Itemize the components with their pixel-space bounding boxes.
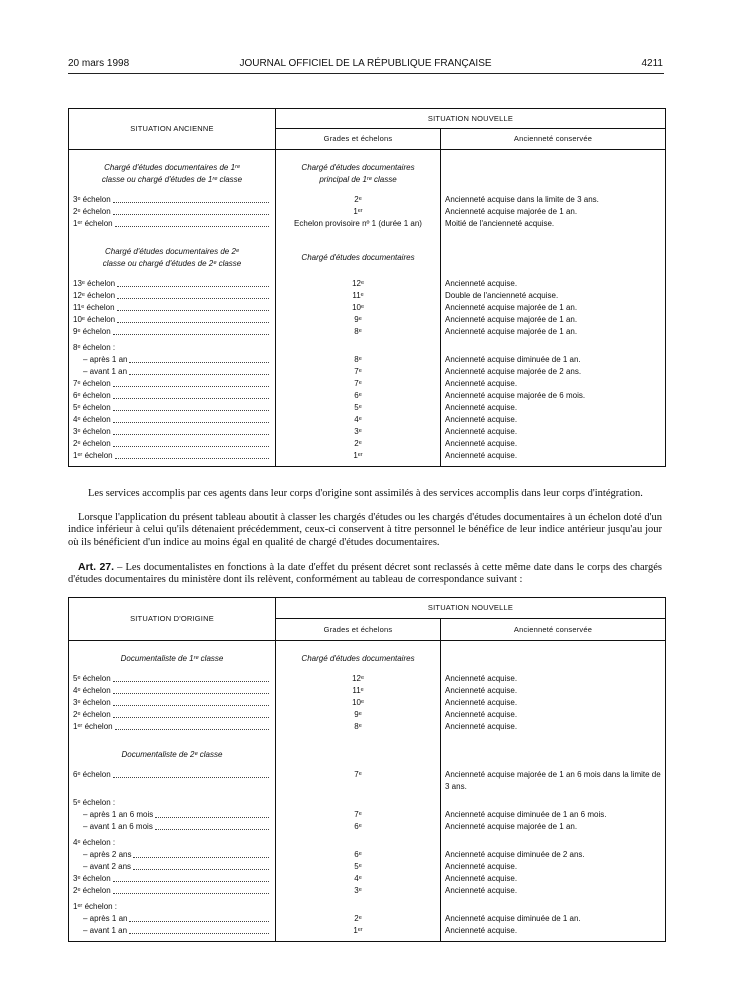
table-row xyxy=(69,366,666,378)
old-echelon-label: 1ᵉʳ échelon xyxy=(73,219,113,228)
dot-leader xyxy=(155,809,269,818)
old-echelon-cell xyxy=(69,925,276,942)
table-row xyxy=(69,793,666,809)
old-echelon-label: 2ᵉ échelon xyxy=(73,886,111,895)
old-echelon-cell xyxy=(69,821,276,833)
table-row xyxy=(69,302,666,314)
section-anc-blank xyxy=(441,234,666,278)
old-echelon-label: – avant 2 ans xyxy=(83,862,132,871)
table-row xyxy=(69,849,666,861)
old-echelon-leader xyxy=(73,438,271,450)
table-1-body xyxy=(69,150,666,467)
col-header-grades: Grades et échelons xyxy=(276,129,441,150)
old-echelon-label: – après 1 an xyxy=(83,355,128,364)
old-echelon-leader xyxy=(73,194,271,206)
old-echelon-leader xyxy=(73,885,271,897)
old-echelon-leader xyxy=(73,721,271,733)
article-label: Art. 27. xyxy=(78,561,115,573)
anciennete-cell: Ancienneté acquise diminuée de 2 ans. xyxy=(441,849,666,861)
new-echelon-cell: 12ᵉ xyxy=(276,278,441,290)
table-row xyxy=(69,685,666,697)
old-echelon-group-label: 4ᵉ échelon : xyxy=(73,838,116,847)
table-row xyxy=(69,821,666,833)
old-echelon-label: – après 1 an xyxy=(83,914,128,923)
old-echelon-cell xyxy=(69,194,276,206)
dot-leader xyxy=(129,913,269,922)
correspondence-table-2 xyxy=(68,597,666,942)
old-echelon-label: 6ᵉ échelon xyxy=(73,391,111,400)
dot-leader xyxy=(113,326,269,335)
table-row xyxy=(69,897,666,913)
old-echelon-cell xyxy=(69,849,276,861)
old-echelon-cell xyxy=(69,206,276,218)
anciennete-cell xyxy=(441,833,666,849)
dot-leader xyxy=(115,721,269,730)
old-echelon-cell xyxy=(69,769,276,793)
new-echelon-cell: 8ᵉ xyxy=(276,354,441,366)
new-echelon-cell: 11ᵉ xyxy=(276,685,441,697)
anciennete-cell: Ancienneté acquise. xyxy=(441,925,666,942)
table-row xyxy=(69,873,666,885)
anciennete-cell: Ancienneté acquise majorée de 1 an. xyxy=(441,302,666,314)
anciennete-cell: Ancienneté acquise. xyxy=(441,721,666,737)
table-row xyxy=(69,721,666,737)
dot-leader xyxy=(113,673,269,682)
dot-leader xyxy=(155,821,269,830)
old-echelon-leader xyxy=(83,366,271,378)
new-echelon-cell: 5ᵉ xyxy=(276,402,441,414)
new-echelon-cell: 3ᵉ xyxy=(276,426,441,438)
old-echelon-cell xyxy=(69,278,276,290)
old-echelon-label: 3ᵉ échelon xyxy=(73,427,111,436)
section-old-title: Chargé d'études documentaires de 1ʳᵉ classe ou chargé d'études de 1ʳᵉ classe xyxy=(101,163,243,184)
anciennete-cell: Ancienneté acquise. xyxy=(441,426,666,438)
col-header-new-situation: SITUATION NOUVELLE xyxy=(276,109,666,129)
old-echelon-label: 2ᵉ échelon xyxy=(73,207,111,216)
new-echelon-cell: 12ᵉ xyxy=(276,673,441,685)
anciennete-cell: Ancienneté acquise. xyxy=(441,450,666,467)
old-echelon-label: 11ᵉ échelon xyxy=(73,303,115,312)
dot-leader xyxy=(113,402,269,411)
new-echelon-cell: 6ᵉ xyxy=(276,390,441,402)
old-echelon-leader xyxy=(73,709,271,721)
new-echelon-cell: Echelon provisoire nº 1 (durée 1 an) xyxy=(276,218,441,234)
old-echelon-leader xyxy=(73,673,271,685)
old-echelon-leader xyxy=(73,390,271,402)
section-new-title: Chargé d'études documentaires xyxy=(276,641,441,674)
new-echelon-cell: 7ᵉ xyxy=(276,809,441,821)
table-2-body xyxy=(69,641,666,942)
table-row xyxy=(69,861,666,873)
old-echelon-label: – avant 1 an xyxy=(83,367,128,376)
section-old-title: Documentaliste de 1ʳᵉ classe xyxy=(120,654,224,663)
anciennete-cell xyxy=(441,793,666,809)
old-echelon-label: 3ᵉ échelon xyxy=(73,874,111,883)
paragraph-services: Les services accomplis par ces agents dans leur corps d'origine sont assimilés à des services accomplis dans leur corps d'intégration. xyxy=(88,488,643,499)
old-echelon-leader xyxy=(73,450,271,462)
old-echelon-cell xyxy=(69,833,276,849)
old-echelon-label: – avant 1 an 6 mois xyxy=(83,822,153,831)
col-header-new-situation: SITUATION NOUVELLE xyxy=(276,598,666,619)
anciennete-cell xyxy=(441,897,666,913)
old-echelon-cell xyxy=(69,697,276,709)
old-echelon-label: – avant 1 an xyxy=(83,926,128,935)
anciennete-cell: Ancienneté acquise dans la limite de 3 ans. xyxy=(441,194,666,206)
table-row xyxy=(69,426,666,438)
old-echelon-label: 4ᵉ échelon xyxy=(73,415,111,424)
table-row xyxy=(69,673,666,685)
old-echelon-label: 1ᵉʳ échelon xyxy=(73,722,113,731)
old-echelon-cell xyxy=(69,709,276,721)
old-echelon-leader xyxy=(73,414,271,426)
anciennete-cell: Double de l'ancienneté acquise. xyxy=(441,290,666,302)
old-echelon-cell xyxy=(69,793,276,809)
old-echelon-cell xyxy=(69,314,276,326)
section-header-row xyxy=(69,641,666,674)
dot-leader xyxy=(115,450,269,459)
old-echelon-cell xyxy=(69,673,276,685)
header-rule xyxy=(68,73,664,74)
section-anc-blank xyxy=(441,641,666,674)
old-echelon-label: 1ᵉʳ échelon xyxy=(73,451,113,460)
section-header-row xyxy=(69,150,666,195)
old-echelon-cell xyxy=(69,302,276,314)
new-echelon-cell: 7ᵉ xyxy=(276,378,441,390)
old-echelon-label: 12ᵉ échelon xyxy=(73,291,116,300)
dot-leader xyxy=(113,769,269,778)
new-echelon-cell xyxy=(276,338,441,354)
old-echelon-label: 3ᵉ échelon xyxy=(73,698,111,707)
old-echelon-cell xyxy=(69,326,276,338)
anciennete-cell: Moitié de l'ancienneté acquise. xyxy=(441,218,666,234)
dot-leader xyxy=(113,697,269,706)
old-echelon-cell xyxy=(69,402,276,414)
old-echelon-label: 5ᵉ échelon xyxy=(73,403,111,412)
article-text: – Les documentalistes en fonctions à la date d'effet du présent décret sont reclassés à cette même date dans le corps des chargés d'études documentaires du ministère dont ils relèvent, conformément au tableau de correspondance suivant : xyxy=(68,562,662,586)
anciennete-cell: Ancienneté acquise diminuée de 1 an. xyxy=(441,354,666,366)
section-header-row xyxy=(69,234,666,278)
old-echelon-leader xyxy=(73,697,271,709)
old-echelon-cell xyxy=(69,885,276,897)
col-header-anciennete: Ancienneté conservée xyxy=(441,619,666,641)
old-echelon-cell xyxy=(69,338,276,354)
new-echelon-cell: 2ᵉ xyxy=(276,438,441,450)
old-echelon-leader xyxy=(83,809,271,821)
table-row xyxy=(69,402,666,414)
old-echelon-label: 10ᵉ échelon xyxy=(73,315,116,324)
section-new-title xyxy=(276,737,441,769)
dot-leader xyxy=(113,194,269,203)
old-echelon-label: 2ᵉ échelon xyxy=(73,439,111,448)
section-anc-blank xyxy=(441,150,666,195)
table-row xyxy=(69,314,666,326)
paragraph-article-27 xyxy=(68,561,662,587)
old-echelon-cell xyxy=(69,913,276,925)
new-echelon-cell: 4ᵉ xyxy=(276,414,441,426)
table-row xyxy=(69,378,666,390)
new-echelon-cell: 10ᵉ xyxy=(276,302,441,314)
dot-leader xyxy=(129,366,269,375)
old-echelon-cell xyxy=(69,685,276,697)
anciennete-cell: Ancienneté acquise. xyxy=(441,278,666,290)
dot-leader xyxy=(113,378,269,387)
old-echelon-label: – après 2 ans xyxy=(83,850,132,859)
dot-leader xyxy=(129,925,269,934)
dot-leader xyxy=(113,438,269,447)
old-echelon-label: 9ᵉ échelon xyxy=(73,327,111,336)
anciennete-cell: Ancienneté acquise diminuée de 1 an 6 mois. xyxy=(441,809,666,821)
table-row xyxy=(69,326,666,338)
dot-leader xyxy=(113,390,269,399)
old-echelon-leader xyxy=(83,354,271,366)
anciennete-cell: Ancienneté acquise. xyxy=(441,885,666,897)
old-echelon-leader xyxy=(83,913,271,925)
old-echelon-cell xyxy=(69,414,276,426)
table-row xyxy=(69,194,666,206)
section-header-row xyxy=(69,737,666,769)
old-echelon-leader xyxy=(73,769,271,781)
correspondence-table-1 xyxy=(68,108,666,467)
dot-leader xyxy=(133,861,269,870)
old-echelon-cell xyxy=(69,438,276,450)
new-echelon-cell xyxy=(276,793,441,809)
old-echelon-leader xyxy=(73,314,271,326)
table-row xyxy=(69,913,666,925)
old-echelon-label: 4ᵉ échelon xyxy=(73,686,111,695)
dot-leader xyxy=(133,849,269,858)
old-echelon-group-label: 8ᵉ échelon : xyxy=(73,343,116,352)
anciennete-cell: Ancienneté acquise majorée de 1 an. xyxy=(441,821,666,833)
table-row xyxy=(69,290,666,302)
new-echelon-cell: 1ᵉʳ xyxy=(276,450,441,467)
new-echelon-cell: 5ᵉ xyxy=(276,861,441,873)
table-row xyxy=(69,438,666,450)
old-echelon-group-label: 1ᵉʳ échelon : xyxy=(73,902,118,911)
dot-leader xyxy=(113,709,269,718)
col-header-grades: Grades et échelons xyxy=(276,619,441,641)
old-echelon-leader xyxy=(73,873,271,885)
old-echelon-cell xyxy=(69,873,276,885)
table-row xyxy=(69,697,666,709)
anciennete-cell: Ancienneté acquise majorée de 2 ans. xyxy=(441,366,666,378)
old-echelon-cell xyxy=(69,426,276,438)
new-echelon-cell: 6ᵉ xyxy=(276,821,441,833)
section-anc-blank xyxy=(441,737,666,769)
old-echelon-cell xyxy=(69,290,276,302)
old-echelon-leader xyxy=(73,685,271,697)
section-new-title: Chargé d'études documentaires xyxy=(276,234,441,278)
old-echelon-leader xyxy=(83,925,271,937)
anciennete-cell: Ancienneté acquise. xyxy=(441,378,666,390)
new-echelon-cell: 11ᵉ xyxy=(276,290,441,302)
dot-leader xyxy=(113,206,269,215)
old-echelon-label: 7ᵉ échelon xyxy=(73,379,111,388)
anciennete-cell: Ancienneté acquise. xyxy=(441,673,666,685)
dot-leader xyxy=(117,290,269,299)
header-date: 20 mars 1998 xyxy=(68,58,130,69)
table-row xyxy=(69,390,666,402)
header-page-number: 4211 xyxy=(641,58,663,69)
new-echelon-cell: 7ᵉ xyxy=(276,769,441,793)
new-echelon-cell: 1ᵉʳ xyxy=(276,925,441,942)
old-echelon-cell xyxy=(69,861,276,873)
old-echelon-leader xyxy=(73,278,271,290)
anciennete-cell xyxy=(441,338,666,354)
dot-leader xyxy=(117,278,269,287)
table-row xyxy=(69,354,666,366)
anciennete-cell: Ancienneté acquise. xyxy=(441,861,666,873)
old-echelon-leader xyxy=(73,302,271,314)
col-header-old-situation: SITUATION ANCIENNE xyxy=(69,109,276,150)
old-echelon-leader xyxy=(83,849,271,861)
table-row xyxy=(69,414,666,426)
new-echelon-cell: 4ᵉ xyxy=(276,873,441,885)
old-echelon-label: 5ᵉ échelon xyxy=(73,674,111,683)
anciennete-cell: Ancienneté acquise majorée de 1 an. xyxy=(441,206,666,218)
new-echelon-cell: 6ᵉ xyxy=(276,849,441,861)
anciennete-cell: Ancienneté acquise. xyxy=(441,873,666,885)
old-echelon-leader xyxy=(73,402,271,414)
new-echelon-cell: 9ᵉ xyxy=(276,709,441,721)
table-row xyxy=(69,709,666,721)
paragraph-indice: Lorsque l'application du présent tableau aboutit à classer les chargés d'études ou les chargés d'études documentaires à un échelon doté d'un indice inférieur à celui qu'ils détenaient précédemment, ceux-ci conservent à titre personnel le bénéfice de leur indice antérieur jusqu'au jour où ils bénéficient d'un indice au moins égal en qualité de chargé d'études documentaires. xyxy=(68,512,662,548)
old-echelon-leader xyxy=(73,378,271,390)
old-echelon-cell xyxy=(69,450,276,467)
old-echelon-cell xyxy=(69,218,276,234)
anciennete-cell: Ancienneté acquise diminuée de 1 an. xyxy=(441,913,666,925)
new-echelon-cell: 3ᵉ xyxy=(276,885,441,897)
old-echelon-cell xyxy=(69,390,276,402)
old-echelon-cell xyxy=(69,897,276,913)
table-row xyxy=(69,218,666,234)
old-echelon-label: 3ᵉ échelon xyxy=(73,195,111,204)
new-echelon-cell: 7ᵉ xyxy=(276,366,441,378)
old-echelon-cell xyxy=(69,354,276,366)
table-row xyxy=(69,278,666,290)
anciennete-cell: Ancienneté acquise majorée de 1 an. xyxy=(441,326,666,338)
table-row xyxy=(69,833,666,849)
new-echelon-cell: 1ᵉʳ xyxy=(276,206,441,218)
dot-leader xyxy=(113,685,269,694)
old-echelon-group-label: 5ᵉ échelon : xyxy=(73,798,116,807)
section-old-title: Chargé d'études documentaires de 2ᵉ classe ou chargé d'études de 2ᵉ classe xyxy=(102,247,242,268)
anciennete-cell: Ancienneté acquise majorée de 6 mois. xyxy=(441,390,666,402)
new-echelon-cell: 10ᵉ xyxy=(276,697,441,709)
col-header-anciennete: Ancienneté conservée xyxy=(441,129,666,150)
anciennete-cell: Ancienneté acquise majorée de 1 an 6 mois dans la limite de 3 ans. xyxy=(441,769,666,793)
new-echelon-cell xyxy=(276,897,441,913)
header-journal-title: JOURNAL OFFICIEL DE LA RÉPUBLIQUE FRANÇAISE xyxy=(239,58,492,69)
anciennete-cell: Ancienneté acquise. xyxy=(441,697,666,709)
old-echelon-label: 6ᵉ échelon xyxy=(73,770,111,779)
old-echelon-cell xyxy=(69,378,276,390)
old-echelon-cell xyxy=(69,366,276,378)
table-row xyxy=(69,769,666,793)
col-header-origin-situation: SITUATION D'ORIGINE xyxy=(69,598,276,641)
old-echelon-leader xyxy=(83,821,271,833)
old-echelon-cell xyxy=(69,809,276,821)
dot-leader xyxy=(113,426,269,435)
anciennete-cell: Ancienneté acquise majorée de 1 an. xyxy=(441,314,666,326)
old-echelon-leader xyxy=(73,426,271,438)
new-echelon-cell: 8ᵉ xyxy=(276,326,441,338)
table-row xyxy=(69,885,666,897)
old-echelon-leader xyxy=(73,218,271,230)
section-new-title: Chargé d'études documentaires principal de 1ʳᵉ classe xyxy=(276,150,441,195)
anciennete-cell: Ancienneté acquise. xyxy=(441,402,666,414)
table-row xyxy=(69,925,666,942)
old-echelon-label: 13ᵉ échelon xyxy=(73,279,116,288)
dot-leader xyxy=(117,314,269,323)
new-echelon-cell: 2ᵉ xyxy=(276,194,441,206)
new-echelon-cell: 9ᵉ xyxy=(276,314,441,326)
anciennete-cell: Ancienneté acquise. xyxy=(441,414,666,426)
old-echelon-label: 2ᵉ échelon xyxy=(73,710,111,719)
new-echelon-cell xyxy=(276,833,441,849)
new-echelon-cell: 8ᵉ xyxy=(276,721,441,737)
dot-leader xyxy=(113,414,269,423)
old-echelon-cell xyxy=(69,721,276,737)
anciennete-cell: Ancienneté acquise. xyxy=(441,438,666,450)
new-echelon-cell: 2ᵉ xyxy=(276,913,441,925)
dot-leader xyxy=(115,218,269,227)
anciennete-cell: Ancienneté acquise. xyxy=(441,685,666,697)
old-echelon-leader xyxy=(73,326,271,338)
dot-leader xyxy=(113,885,269,894)
table-row xyxy=(69,809,666,821)
old-echelon-leader xyxy=(73,290,271,302)
dot-leader xyxy=(113,873,269,882)
table-row xyxy=(69,450,666,467)
anciennete-cell: Ancienneté acquise. xyxy=(441,709,666,721)
dot-leader xyxy=(129,354,269,363)
old-echelon-leader xyxy=(73,206,271,218)
table-row xyxy=(69,206,666,218)
old-echelon-leader xyxy=(83,861,271,873)
dot-leader xyxy=(117,302,269,311)
table-row xyxy=(69,338,666,354)
section-old-title: Documentaliste de 2ᵉ classe xyxy=(121,750,223,759)
old-echelon-label: – après 1 an 6 mois xyxy=(83,810,154,819)
